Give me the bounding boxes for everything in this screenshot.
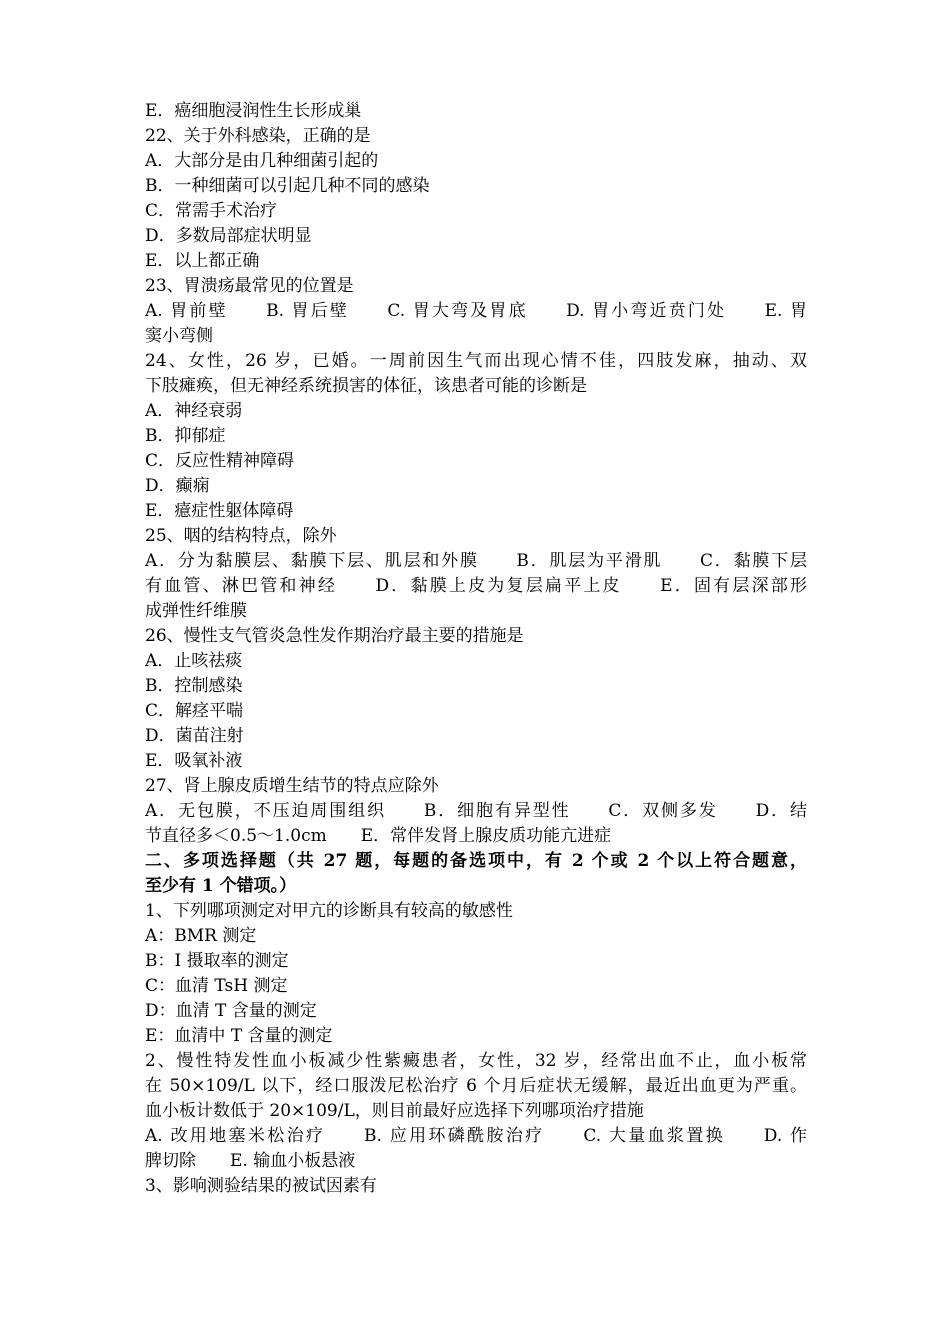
text-line: E：血清中 T 含量的测定 [145, 1026, 333, 1046]
text-line: B：I 摄取率的测定 [145, 951, 289, 971]
text-line: 窦小弯侧 [145, 326, 213, 346]
text-line: D．多数局部症状明显 [145, 226, 312, 246]
text-line: D：血清 T 含量的测定 [145, 1001, 317, 1021]
text-line: 下肢瘫痪，但无神经系统损害的体征，该患者可能的诊断是 [145, 376, 587, 396]
text-line: A. 胃前壁 B. 胃后壁 C. 胃大弯及胃底 D. 胃小弯近贲门处 E. 胃 [145, 301, 807, 321]
text-line: 27、肾上腺皮质增生结节的特点应除外 [145, 776, 439, 796]
text-line: E．癔症性躯体障碍 [145, 501, 294, 521]
text-line: 在 50×109/L 以下，经口服泼尼松治疗 6 个月后症状无缓解，最近出血更为严重。 [145, 1076, 807, 1096]
text-line: C．解痉平喘 [145, 701, 244, 721]
text-line: 25、咽的结构特点，除外 [145, 526, 337, 546]
text-line: A．止咳祛痰 [145, 651, 243, 671]
text-line: C：血清 TsH 测定 [145, 976, 288, 996]
text-line: 3、影响测验结果的被试因素有 [145, 1176, 377, 1196]
text-line: 脾切除 E. 输血小板悬液 [145, 1151, 356, 1171]
text-line: A．神经衰弱 [145, 401, 243, 421]
text-line: E．癌细胞浸润性生长形成巢 [145, 101, 362, 121]
text-line: 22、关于外科感染，正确的是 [145, 126, 371, 146]
text-line: D．癫痫 [145, 476, 210, 496]
text-line: 26、慢性支气管炎急性发作期治疗最主要的措施是 [145, 626, 524, 646]
text-line: A．大部分是由几种细菌引起的 [145, 151, 379, 171]
text-line: 成弹性纤维膜 [145, 601, 247, 621]
text-line: 24、女性，26 岁，已婚。一周前因生气而出现心情不佳，四肢发麻，抽动、双 [145, 351, 807, 371]
text-line: C．常需手术治疗 [145, 201, 278, 221]
text-line: 二、多项选择题（共 27 题，每题的备选项中，有 2 个或 2 个以上符合题意， [145, 851, 807, 871]
text-line: 有血管、淋巴管和神经 D．黏膜上皮为复层扁平上皮 E．固有层深部形 [145, 576, 807, 596]
text-line: E．吸氧补液 [145, 751, 243, 771]
text-line: D．菌苗注射 [145, 726, 244, 746]
text-line: 2、慢性特发性血小板减少性紫癜患者，女性，32 岁，经常出血不止，血小板常 [145, 1051, 807, 1071]
text-line: 23、胃溃疡最常见的位置是 [145, 276, 354, 296]
text-line: A．无包膜，不压迫周围组织 B．细胞有异型性 C．双侧多发 D．结 [145, 801, 807, 821]
text-line: A：BMR 测定 [145, 926, 257, 946]
text-line: B．控制感染 [145, 676, 243, 696]
text-line: 1、下列哪项测定对甲亢的诊断具有较高的敏感性 [145, 901, 513, 921]
text-line: A. 改用地塞米松治疗 B. 应用环磷酰胺治疗 C. 大量血浆置换 D. 作 [145, 1126, 807, 1146]
text-line: B．一种细菌可以引起几种不同的感染 [145, 176, 430, 196]
text-line: C．反应性精神障碍 [145, 451, 295, 471]
text-line: B．抑郁症 [145, 426, 226, 446]
text-line: 至少有 1 个错项。） [145, 876, 297, 896]
text-line: 血小板计数低于 20×109/L，则目前最好应选择下列哪项治疗措施 [145, 1101, 644, 1121]
text-line: A．分为黏膜层、黏膜下层、肌层和外膜 B．肌层为平滑肌 C．黏膜下层 [145, 551, 807, 571]
text-line: 节直径多＜0.5～1.0cm E．常伴发肾上腺皮质功能亢进症 [145, 826, 612, 846]
text-line: E．以上都正确 [145, 251, 260, 271]
document-page [145, 99, 807, 1199]
